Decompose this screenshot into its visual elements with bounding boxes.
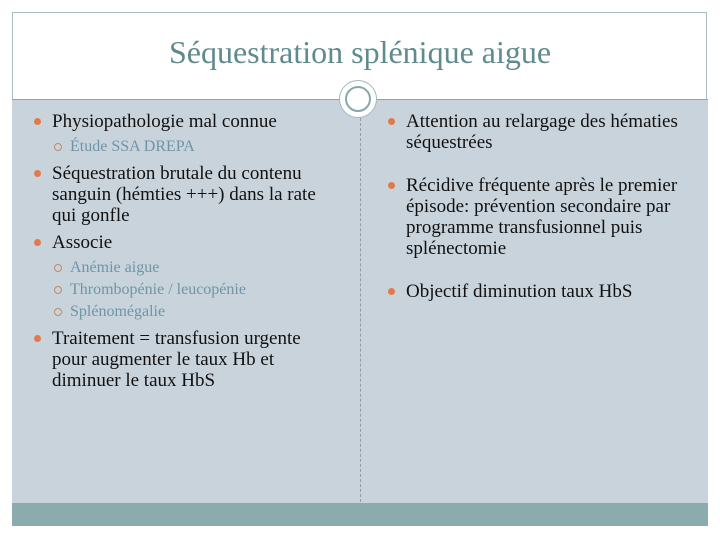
bullet-dot-icon [34,118,41,125]
hollow-circle-bullet-icon [54,308,62,316]
bullet-dot-icon [388,288,395,295]
bullet-item [388,281,693,302]
left-bullet-list [34,111,339,391]
bullet-item [34,163,339,226]
sub-bullet-item [52,302,339,322]
right-bullet-list [388,111,693,302]
sub-bullet-text: Anémie aigue [70,259,160,276]
bullet-item [388,175,693,259]
bullet-text: Récidive fréquente après le premier épisode: prévention secondaire par programme transfusionnel puis splénectomie [406,175,678,259]
sub-bullet-list [52,258,339,322]
left-column [34,111,339,397]
bullet-text: Attention au relargage des hématies séquestrées [406,111,678,153]
bullet-dot-icon [388,118,395,125]
bullet-dot-icon [34,335,41,342]
bullet-item [34,111,339,157]
bullet-item [34,328,339,391]
bullet-text: Séquestration brutale du contenu sanguin (hémties +++) dans la rate qui gonfle [52,163,316,226]
sub-bullet-text: Thrombopénie / leucopénie [70,281,246,298]
circle-ornament-icon [339,80,377,118]
column-divider [360,118,361,502]
bullet-dot-icon [34,170,41,177]
hollow-circle-bullet-icon [54,286,62,294]
bullet-text: Objectif diminution taux HbS [406,281,633,302]
hollow-circle-bullet-icon [54,143,62,151]
bullet-text: Traitement = transfusion urgente pour augmenter le taux Hb et diminuer le taux HbS [52,328,301,391]
bottom-bar [12,503,708,526]
sub-bullet-item [52,137,339,157]
bullet-text: Associe [52,232,113,253]
sub-bullet-text: Splénomégalie [70,303,166,320]
slide-title: Séquestration splénique aigue [168,34,552,70]
right-column [388,111,693,324]
sub-bullet-text: Étude SSA DREPA [70,138,195,155]
sub-bullet-item [52,280,339,300]
hollow-circle-bullet-icon [54,264,62,272]
bullet-text: Physiopathologie mal connue [52,111,277,132]
sub-bullet-item [52,258,339,278]
bullet-dot-icon [34,239,41,246]
circle-ornament-inner [345,86,371,112]
bullet-item [388,111,693,153]
bullet-item [34,232,339,322]
sub-bullet-list [52,137,339,157]
bullet-dot-icon [388,182,395,189]
